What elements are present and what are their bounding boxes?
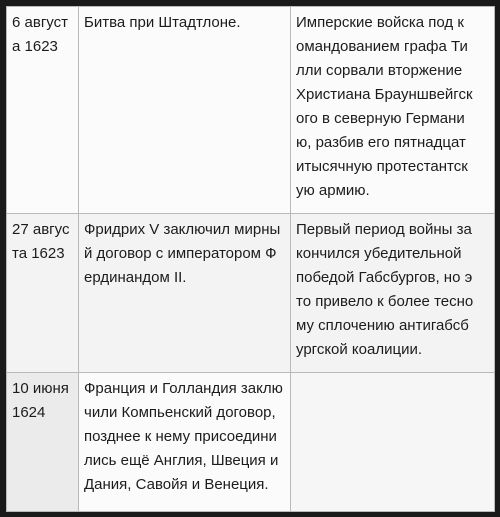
result-cell	[291, 373, 495, 512]
date-cell: 27 авгус та 1623	[7, 214, 79, 373]
event-cell: Фридрих V заключил мирны й договор с императором Ф ердинандом II.	[79, 214, 291, 373]
table-row	[7, 373, 495, 512]
table-row	[7, 214, 495, 373]
event-cell: Франция и Голландия заклю чили Компьенский договор, позднее к нему присоедини лись ещё Англия, Швеция и Дания, Савойя и Венеция.	[79, 373, 291, 512]
date-cell: 10 июня 1624	[7, 373, 79, 512]
date-cell: 6 август а 1623	[7, 7, 79, 214]
history-table	[6, 6, 495, 512]
result-cell: Имперские войска под к омандованием графа Ти лли сорвали вторжение Христиана Брауншвейгск ого в северную Германи ю, разбив его пятнадцат итысячную протестантск ую армию.	[291, 7, 495, 214]
table-row	[7, 7, 495, 214]
result-cell: Первый период войны за кончился убедительной победой Габсбургов, но э то привело к более тесно му сплочению антигабсб ургской коалиции.	[291, 214, 495, 373]
event-cell: Битва при Штадтлоне.	[79, 7, 291, 214]
